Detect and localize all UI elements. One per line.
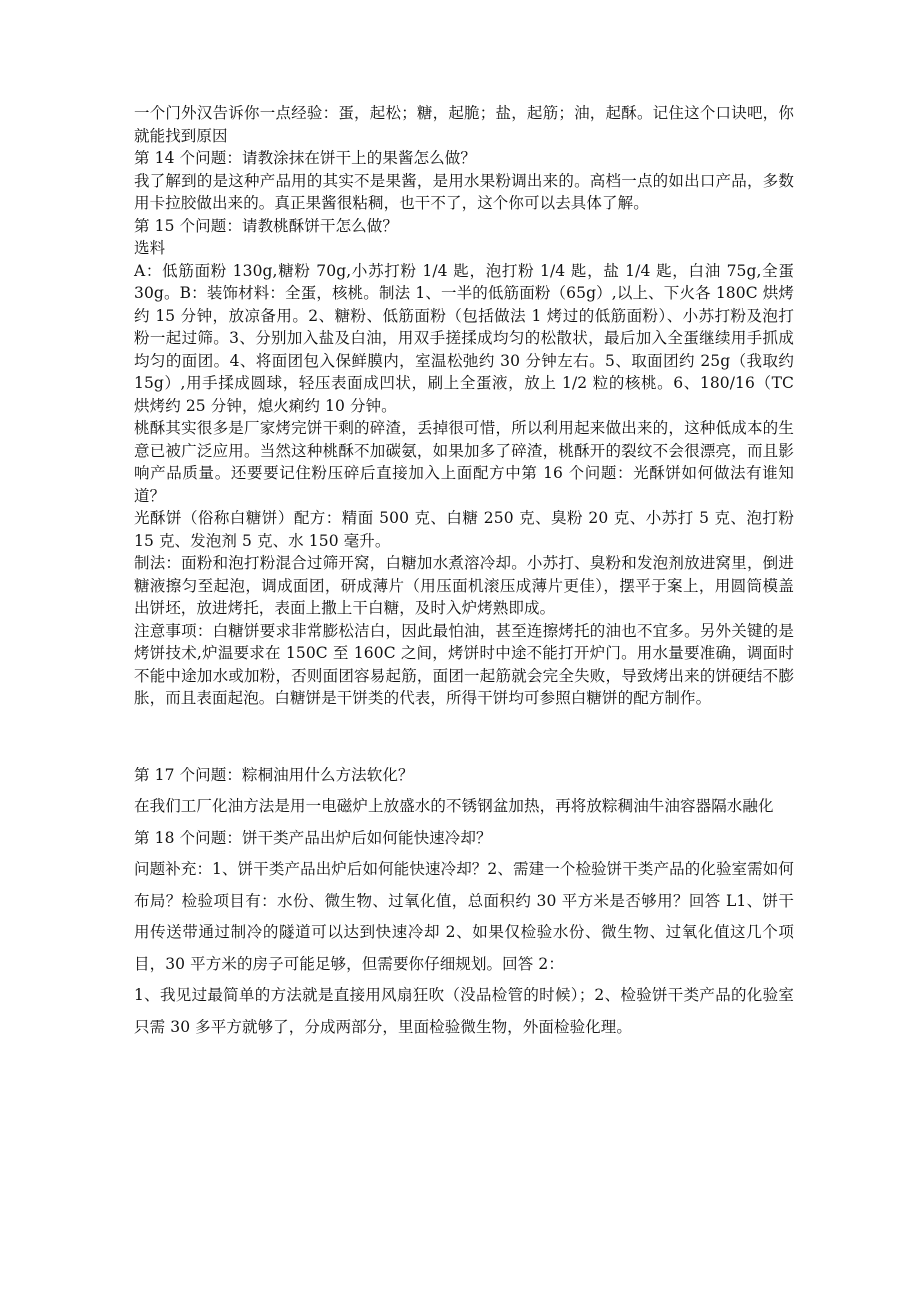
notes-guangsubing: 注意事项：白糖饼要求非常膨松洁白，因此最怕油，甚至连擦烤托的油也不宜多。另外关键的是烤饼技术,炉温要求在 150C 至 160C 之间，烤饼时中途不能打开炉门。用水量要准确，调面时不能中途加水或加粉，否则面团容易起筋，面团一起筋就会完全失败，导致烤出来的饼硬结不膨胀，而且表面起泡。白糖饼是干饼类的代表，所得干饼均可参照白糖饼的配方制作。 <box>134 621 794 707</box>
section-gap <box>134 710 794 760</box>
paragraph-tip: 一个门外汉告诉你一点经验：蛋，起松；糖，起脆；盐，起筋；油，起酥。记住这个口诀吧，你就能找到原因 <box>134 104 794 145</box>
section-questions <box>134 760 794 1044</box>
answer-17: 在我们工厂化油方法是用一电磁炉上放盛水的不锈钢盆加热，再将放粽稠油牛油容器隔水融化 <box>134 797 774 815</box>
section-recipes <box>134 102 794 710</box>
ingredients-label: 选料 <box>134 239 166 257</box>
question-18-heading: 第 18 个问题：饼干类产品出炉后如何能快速冷却？ <box>134 828 492 847</box>
recipe-guangsubing: 光酥饼（俗称白糖饼）配方：精面 500 克、白糖 250 克、臭粉 20 克、小苏打 5 克、泡打粉 15 克、发泡剂 5 克、水 150 毫升。 <box>134 509 794 550</box>
question-15-heading: 第 15 个问题：请教桃酥饼干怎么做？ <box>134 216 398 235</box>
answer-18: 1、我见过最简单的方法就是直接用风扇狂吹（没品检管的时候）；2、检验饼干类产品的化验室只需 30 多平方就够了，分成两部分，里面检验微生物，外面检验化理。 <box>134 986 794 1036</box>
method-guangsubing: 制法：面粉和泡打粉混合过筛开窝，白糖加水煮溶冷却。小苏打、臭粉和发泡剂放进窝里，倒进糖液擦匀至起泡，调成面团，研成薄片（用压面机滚压成薄片更佳），摆平于案上，用圆筒模盖出饼坯，放进烤托，表面上撒上干白糖，及时入炉烤熟即成。 <box>134 554 794 617</box>
answer-14: 我了解到的是这种产品用的其实不是果酱，是用水果粉调出来的。高档一点的如出口产品，多数用卡拉胶做出来的。真正果酱很粘稠，也干不了，这个你可以去具体了解。 <box>134 171 794 212</box>
paragraph-taosu-notes: 桃酥其实很多是厂家烤完饼干剩的碎渣，丢掉很可惜，所以利用起来做出来的，这种低成本的生意已被广泛应用。当然这种桃酥不加碳氨，如果加多了碎渣，桃酥开的裂纹不会很漂亮，而且影响产品质量。还要要记住粉压碎后直接加入上面配方中第 16 个问题：光酥饼如何做法有谁知道？ <box>134 419 794 505</box>
question-17-heading: 第 17 个问题：粽桐油用什么方法软化？ <box>134 765 414 784</box>
question-18-supplement: 问题补充：1、饼干类产品出炉后如何能快速冷却？2、需建一个检验饼干类产品的化验室需如何布局？检验项目有：水份、微生物、过氧化值，总面积约 30 平方米是否够用？回答 L1、饼干用传送带通过制冷的隧道可以达到快速冷却 2、如果仅检验水份、微生物、过氧化值这几个项目，30 平方米的房子可能足够，但需要你仔细规划。回答 2： <box>134 860 794 973</box>
document-page <box>134 102 794 1043</box>
recipe-taosu: A：低筋面粉 130g,糖粉 70g,小苏打粉 1/4 匙，泡打粉 1/4 匙，盐 1/4 匙，白油 75g,全蛋 30g。B：装饰材料：全蛋，核桃。制法 1、一半的低筋面粉（65g）,以上、下火各 180C 烘烤约 15 分钟，放凉备用。2、糖粉、低筋面粉（包括做法 1 烤过的低筋面粉）、小苏打粉及泡打粉一起过筛。3、分别加入盐及白油，用双手搓揉成均匀的松散状，最后加入全蛋继续用手抓成均匀的面团。4、将面团包入保鲜膜内，室温松弛约 30 分钟左右。5、取面团约 25g（我取约 15g）,用手揉成圆球，轻压表面成凹状，刷上全蛋液，放上 1/2 粒的核桃。6、180/16（TC 烘烤约 25 分钟，熄火痢约 10 分钟。 <box>134 261 794 415</box>
question-14-heading: 第 14 个问题：请教涂抹在饼干上的果酱怎么做？ <box>134 149 476 167</box>
